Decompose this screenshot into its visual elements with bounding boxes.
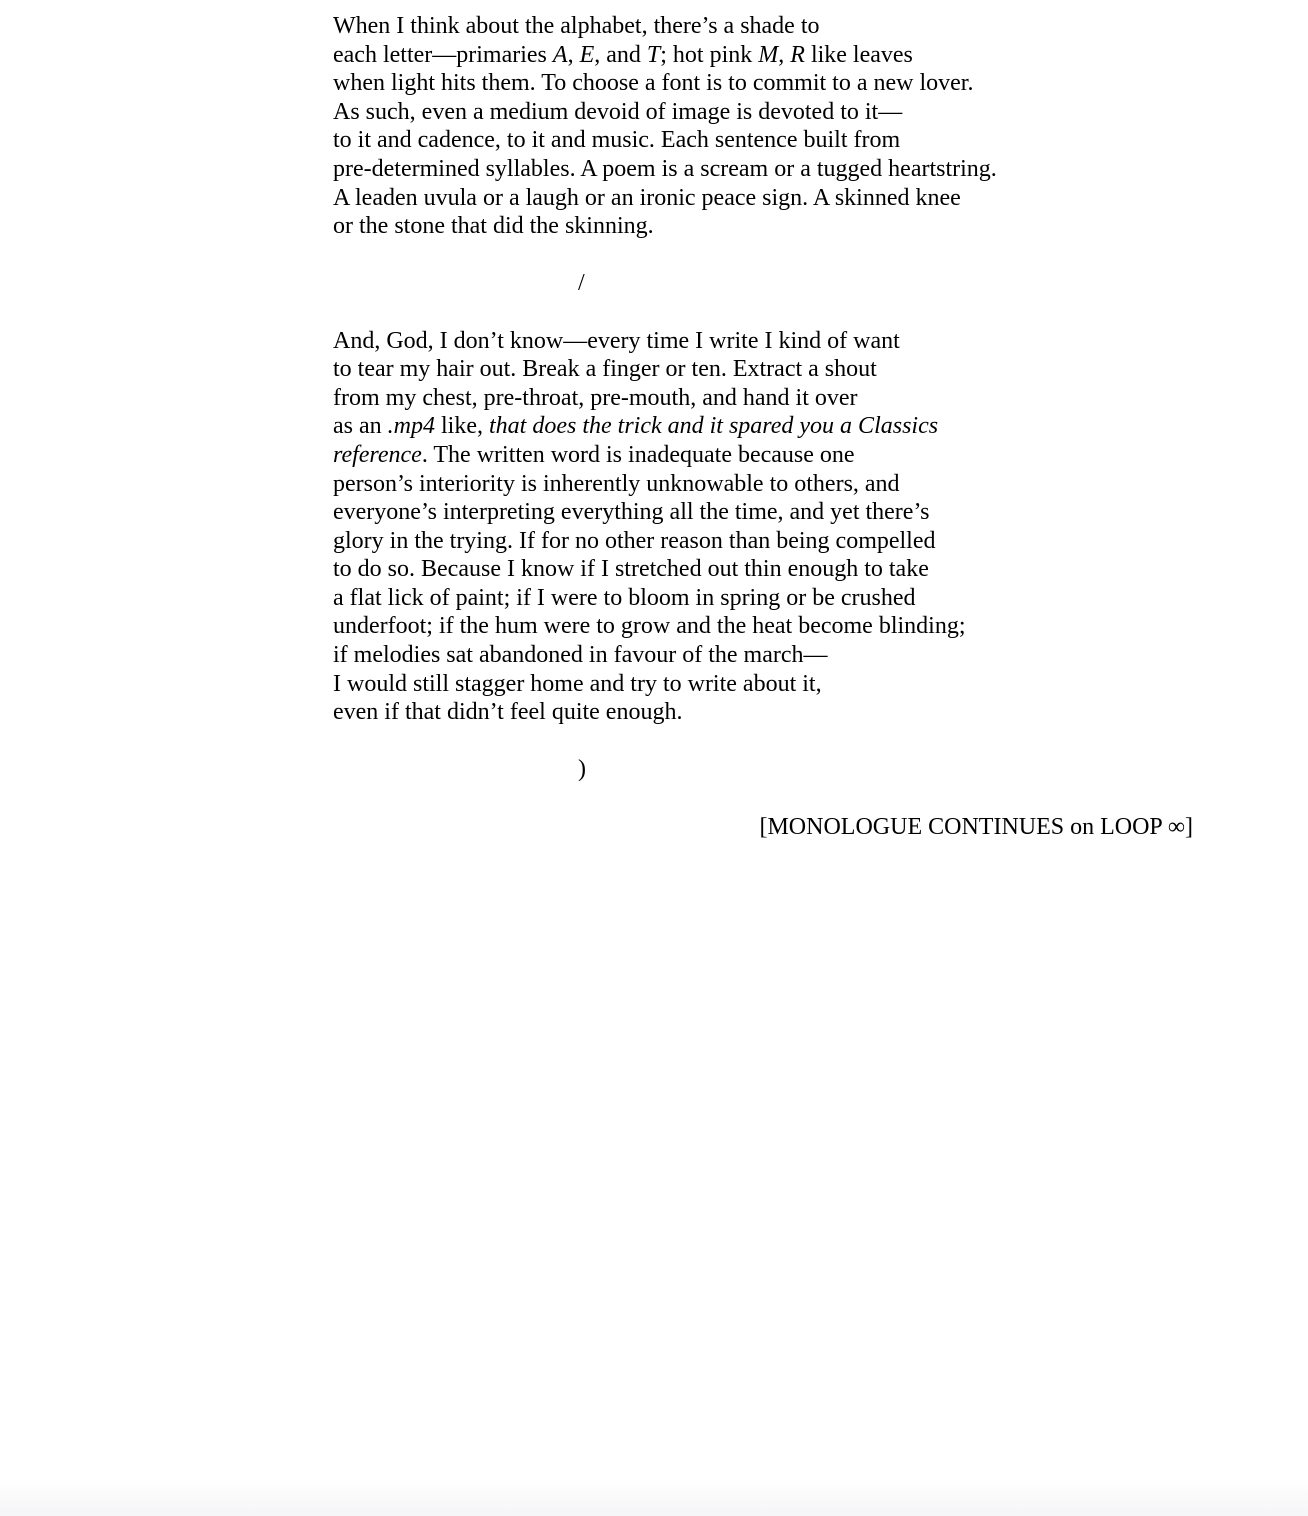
poem-line-segment: like leaves: [804, 41, 913, 68]
poem-line-segment: underfoot; if the hum were to grow and the heat become blinding;: [333, 613, 966, 640]
poem-line-segment: to it and cadence, to it and music. Each sentence built from: [333, 127, 901, 154]
poem-line: [333, 698, 1193, 727]
poem-line: [333, 670, 1193, 699]
poem-line-italic-segment: T: [646, 41, 661, 68]
poem-line-segment: as an: [333, 413, 388, 440]
poem-line: [333, 12, 1193, 41]
poem-line-segment: everyone’s interpreting everything all the time, and yet there’s: [333, 499, 930, 526]
poem-line-segment: ,: [567, 41, 580, 68]
poem-line-segment: A leaden uvula or a laugh or an ironic peace sign. A skinned knee: [333, 184, 961, 211]
poem-line: [333, 584, 1193, 613]
poem-line-segment: ; hot pink: [660, 41, 759, 68]
poem-line-segment: . The written word is inadequate because one: [421, 441, 855, 468]
poem-line-segment: And, God, I don’t know—every time I write I kind of want: [333, 327, 900, 354]
poem-line: [333, 641, 1193, 670]
poem-line-segment: I would still stagger home and try to write about it,: [333, 670, 822, 697]
poem-line: [333, 126, 1193, 155]
page-bottom-fade: [0, 1478, 1308, 1516]
poem-line: [333, 212, 1193, 241]
poem-text: [333, 12, 1193, 841]
poem-line: [333, 41, 1193, 70]
poem-line-segment: person’s interiority is inherently unknowable to others, and: [333, 470, 900, 497]
poem-line: [333, 555, 1193, 584]
poem-line-segment: ,: [778, 41, 791, 68]
stanza-alphabet: [333, 12, 1193, 241]
stanza-gap: [333, 784, 1193, 813]
poem-line-segment: As such, even a medium devoid of image is devoted to it—: [333, 98, 903, 125]
poem-line: [333, 612, 1193, 641]
stanza-gap: [333, 727, 1193, 756]
poem-line-italic-segment: reference: [333, 441, 422, 468]
poem-line: [333, 498, 1193, 527]
poem-line-segment: each letter—primaries: [333, 41, 553, 68]
poem-line-segment: when light hits them. To choose a font is to commit to a new lover.: [333, 70, 974, 97]
poem-line: [333, 441, 1193, 470]
poem-line-segment: glory in the trying. If for no other reason than being compelled: [333, 527, 936, 554]
monologue-loop-note: [MONOLOGUE CONTINUES on LOOP ∞]: [759, 813, 1193, 840]
poem-line: [333, 69, 1193, 98]
poem-line-segment: to tear my hair out. Break a finger or ten. Extract a shout: [333, 356, 877, 383]
poem-line: [333, 155, 1193, 184]
poem-line-italic-segment: M: [758, 41, 779, 68]
poem-line-segment: When I think about the alphabet, there’s a shade to: [333, 13, 820, 39]
poem-line-segment: pre-determined syllables. A poem is a scream or a tugged heartstring.: [333, 155, 997, 182]
stanza-gap: [333, 241, 1193, 270]
poem-line-italic-segment: that does the trick and it spared you a Classics: [489, 413, 939, 440]
poem-line-italic-segment: A: [552, 41, 568, 68]
poem-line-segment: if melodies sat abandoned in favour of the march—: [333, 642, 828, 669]
poem-line: [333, 527, 1193, 556]
stanza-monologue: [333, 327, 1193, 727]
poem-line-italic-segment: .mp4: [387, 413, 435, 440]
poem-line-segment: like,: [435, 413, 489, 440]
poem-line: [333, 327, 1193, 356]
poem-line-segment: or the stone that did the skinning.: [333, 213, 654, 240]
poem-line-segment: to do so. Because I know if I stretched out thin enough to take: [333, 556, 929, 583]
poem-line: [333, 184, 1193, 213]
stanza-divider-slash: /: [578, 270, 585, 297]
stanza-divider-paren: ): [578, 756, 586, 783]
poem-line-segment: from my chest, pre-throat, pre-mouth, and hand it over: [333, 384, 858, 411]
poem-line: [333, 355, 1193, 384]
poem-line-italic-segment: E: [579, 41, 595, 68]
poem-line: [333, 470, 1193, 499]
poem-line-segment: even if that didn’t feel quite enough.: [333, 699, 683, 726]
poem-line-italic-segment: R: [790, 41, 805, 68]
poem-line: [333, 98, 1193, 127]
poem-line-segment: a flat lick of paint; if I were to bloom in spring or be crushed: [333, 584, 916, 611]
poem-line-segment: , and: [594, 41, 647, 68]
poem-line: [333, 384, 1193, 413]
poem-line: [333, 412, 1193, 441]
stanza-gap: [333, 298, 1193, 327]
